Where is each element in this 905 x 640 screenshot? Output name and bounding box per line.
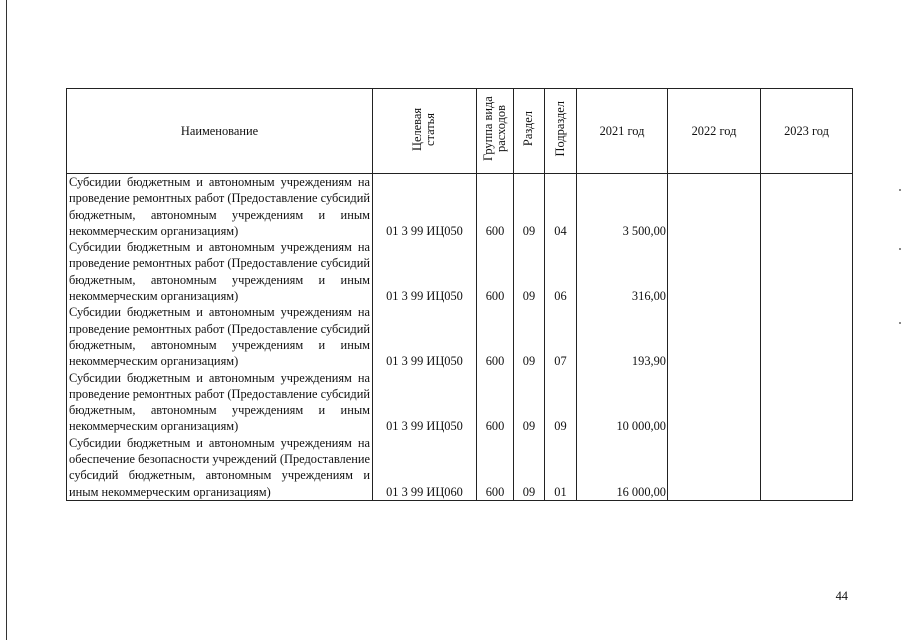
row-target-article: 01 3 99 ИЦ060: [373, 435, 477, 501]
table-header-row: [67, 89, 853, 174]
header-section: Раздел: [514, 89, 545, 174]
row-2022-value: [668, 435, 761, 501]
row-subsection: 06: [545, 239, 577, 304]
row-expense-group: 600: [477, 435, 514, 501]
table-row: [67, 370, 853, 435]
row-expense-group: 600: [477, 239, 514, 304]
scan-speck: [899, 248, 901, 250]
scan-speck: [899, 189, 901, 191]
row-2021-value: 316,00: [577, 239, 668, 304]
table-row: [67, 304, 853, 369]
row-subsection: 09: [545, 370, 577, 435]
row-name: Субсидии бюджетным и автономным учреждениям на проведение ремонтных работ (Предоставление субсидий бюджетным, автономным учреждениям и иным некоммерческим организациям): [67, 174, 373, 240]
row-expense-group: 600: [477, 174, 514, 240]
row-2022-value: [668, 304, 761, 369]
row-name: Субсидии бюджетным и автономным учреждениям на проведение ремонтных работ (Предоставление субсидий бюджетным, автономным учреждениям и иным некоммерческим организациям): [67, 304, 373, 369]
row-2023-value: [761, 174, 853, 240]
row-expense-group: 600: [477, 370, 514, 435]
page-number: 44: [835, 589, 848, 603]
table-row: [67, 435, 853, 501]
row-subsection: 01: [545, 435, 577, 501]
header-2022: 2022 год: [668, 89, 761, 174]
header-subsection: Подраздел: [545, 89, 577, 174]
row-2022-value: [668, 370, 761, 435]
header-name: Наименование: [67, 89, 373, 174]
row-section: 09: [514, 174, 545, 240]
row-2023-value: [761, 370, 853, 435]
row-2021-value: 16 000,00: [577, 435, 668, 501]
scan-speck: [899, 322, 901, 324]
row-section: 09: [514, 239, 545, 304]
row-2022-value: [668, 239, 761, 304]
header-expense-group: Группа вида расходов: [477, 89, 514, 174]
row-2021-value: 193,90: [577, 304, 668, 369]
row-2021-value: 10 000,00: [577, 370, 668, 435]
row-2023-value: [761, 304, 853, 369]
table-row: [67, 239, 853, 304]
row-section: 09: [514, 304, 545, 369]
header-2023: 2023 год: [761, 89, 853, 174]
row-section: 09: [514, 370, 545, 435]
row-2022-value: [668, 174, 761, 240]
row-target-article: 01 3 99 ИЦ050: [373, 174, 477, 240]
table-row: [67, 174, 853, 240]
header-target-article: Целевая статья: [373, 89, 477, 174]
row-target-article: 01 3 99 ИЦ050: [373, 239, 477, 304]
page-left-edge: [6, 0, 7, 640]
row-name: Субсидии бюджетным и автономным учреждениям на проведение ремонтных работ (Предоставление субсидий бюджетным, автономным учреждениям и иным некоммерческим организациям): [67, 239, 373, 304]
budget-table: [66, 88, 853, 501]
row-subsection: 04: [545, 174, 577, 240]
header-2021: 2021 год: [577, 89, 668, 174]
row-target-article: 01 3 99 ИЦ050: [373, 304, 477, 369]
row-expense-group: 600: [477, 304, 514, 369]
row-2021-value: 3 500,00: [577, 174, 668, 240]
row-target-article: 01 3 99 ИЦ050: [373, 370, 477, 435]
row-section: 09: [514, 435, 545, 501]
row-name: Субсидии бюджетным и автономным учреждениям на проведение ремонтных работ (Предоставление субсидий бюджетным, автономным учреждениям и иным некоммерческим организациям): [67, 370, 373, 435]
row-2023-value: [761, 435, 853, 501]
row-subsection: 07: [545, 304, 577, 369]
row-name: Субсидии бюджетным и автономным учреждениям на обеспечение безопасности учреждений (Предоставление субсидий бюджетным, автономным учреждениям и иным некоммерческим организациям): [67, 435, 373, 501]
row-2023-value: [761, 239, 853, 304]
